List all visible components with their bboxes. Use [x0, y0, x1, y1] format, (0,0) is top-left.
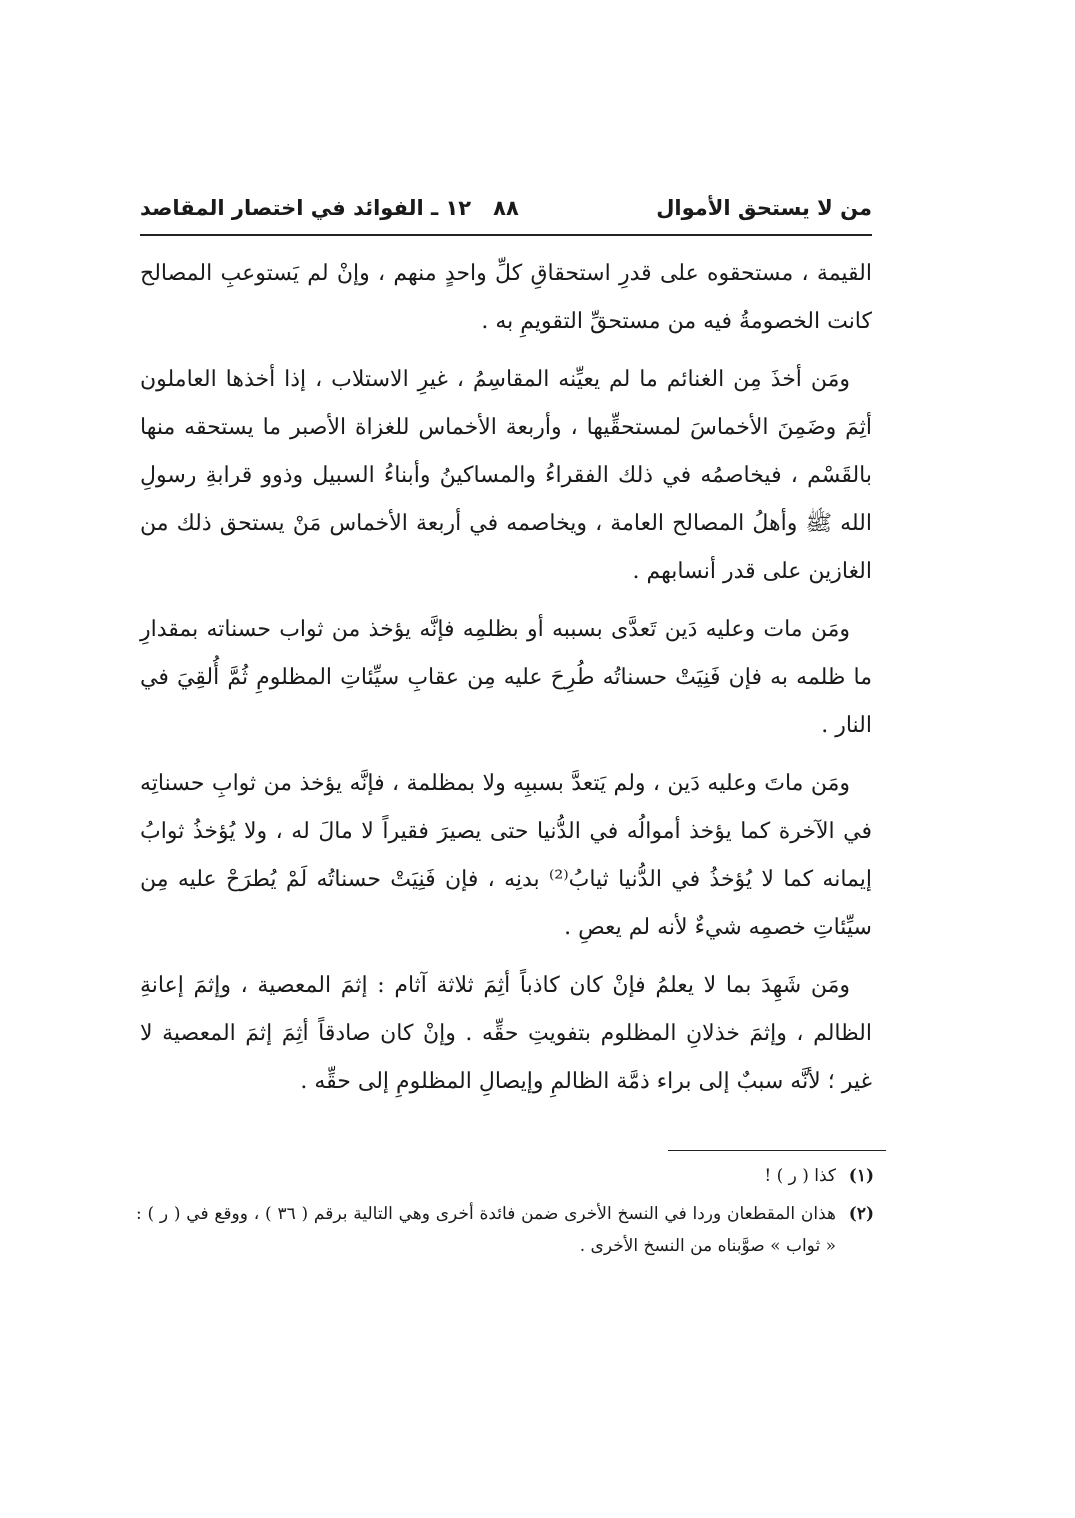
running-header [140, 196, 872, 232]
paragraph: ومَن مات وعليه دَين تَعدَّى بسببه أو بظلمِه فإنَّه يؤخذ من ثواب حسناته بمقدارِ ما ظلمه به فإن فَنِيَتْ حسناتُه طُرِحَ عليه مِن عقابِ سيِّئاتِ المظلومِ ثُمَّ أُلقِيَ في النار . [140, 617, 872, 738]
header-rule [140, 234, 872, 236]
footnotes [136, 1160, 874, 1268]
footnote [136, 1160, 874, 1192]
book-title: ١٢ ـ الفوائد في اختصار المقاصد [140, 196, 472, 220]
footnote-text: هذان المقطعان وردا في النسخ الأخرى ضمن فائدة أخرى وهي التالية برقم ( ٣٦ ) ، ووقع في ( ر ) : « ثواب » صوَّبناه من النسخ الأخرى . [136, 1204, 836, 1256]
footnote-rule [668, 1150, 886, 1151]
section-title: من لا يستحق الأموال [656, 196, 872, 220]
footnote-number: (٢) [848, 1204, 874, 1224]
paragraph: القيمة ، مستحقوه على قدرِ استحقاقِ كلِّ واحدٍ منهم ، وإنْ لم يَستوعبِ المصالح كانت الخصومةُ فيه من مستحقِّ التقويمِ به . [140, 261, 872, 334]
footnote-text: كذا ( ر ) ! [764, 1166, 836, 1186]
footnote [136, 1198, 874, 1262]
footnote-number: (١) [848, 1166, 874, 1186]
page-number: ٨٨ [493, 196, 519, 220]
paragraph: ومَن أخذَ مِن الغنائم ما لم يعيِّنه المقاسِمُ ، غيرِ الاستلاب ، إذا أخذها العاملون أثِمَ وضَمِنَ الأخماسَ لمستحقِّيها ، وأربعة الأخماس للغزاة الأصبر ما يستحقه منها بالقَسْم ، فيخاصمُه في ذلك الفقراءُ والمساكينُ وأبناءُ السبيل وذوو قرابةِ رسولِ الله ﷺ وأهلُ المصالح العامة ، ويخاصمه في أربعة الأخماس مَنْ يستحق ذلك من الغازين على قدر أنسابهم . [140, 367, 872, 584]
body-text [140, 250, 872, 1116]
paragraph: ومَن شَهِدَ بما لا يعلمُ فإنْ كان كاذباً أثِمَ ثلاثة آثام : إثمَ المعصية ، وإثمَ إعانةِ الظالم ، وإثمَ خذلانِ المظلوم بتفويتِ حقِّه . وإنْ كان صادقاً أثِمَ إثمَ المعصية لا غير ؛ لأنَّه سببٌ إلى براء ذمَّة الظالمِ وإيصالِ المظلومِ إلى حقِّه . [140, 973, 872, 1094]
paragraph: ومَن ماتَ وعليه دَين ، ولم يَتعدَّ بسببِه ولا بمظلمة ، فإنَّه يؤخذ من ثوابِ حسناتِه في الآخرة كما يؤخذ أموالُه في الدُّنيا حتى يصيرَ فقيراً لا مالَ له ، ولا يُؤخذُ ثوابُ إيمانه كما لا يُؤخذُ في الدُّنيا ثيابُ⁽²⁾ بدنِه ، فإن فَنِيَتْ حسناتُه لَمْ يُطرَحْ عليه مِن سيِّئاتِ خصمِه شيءٌ لأنه لم يعصِ . [140, 771, 872, 940]
